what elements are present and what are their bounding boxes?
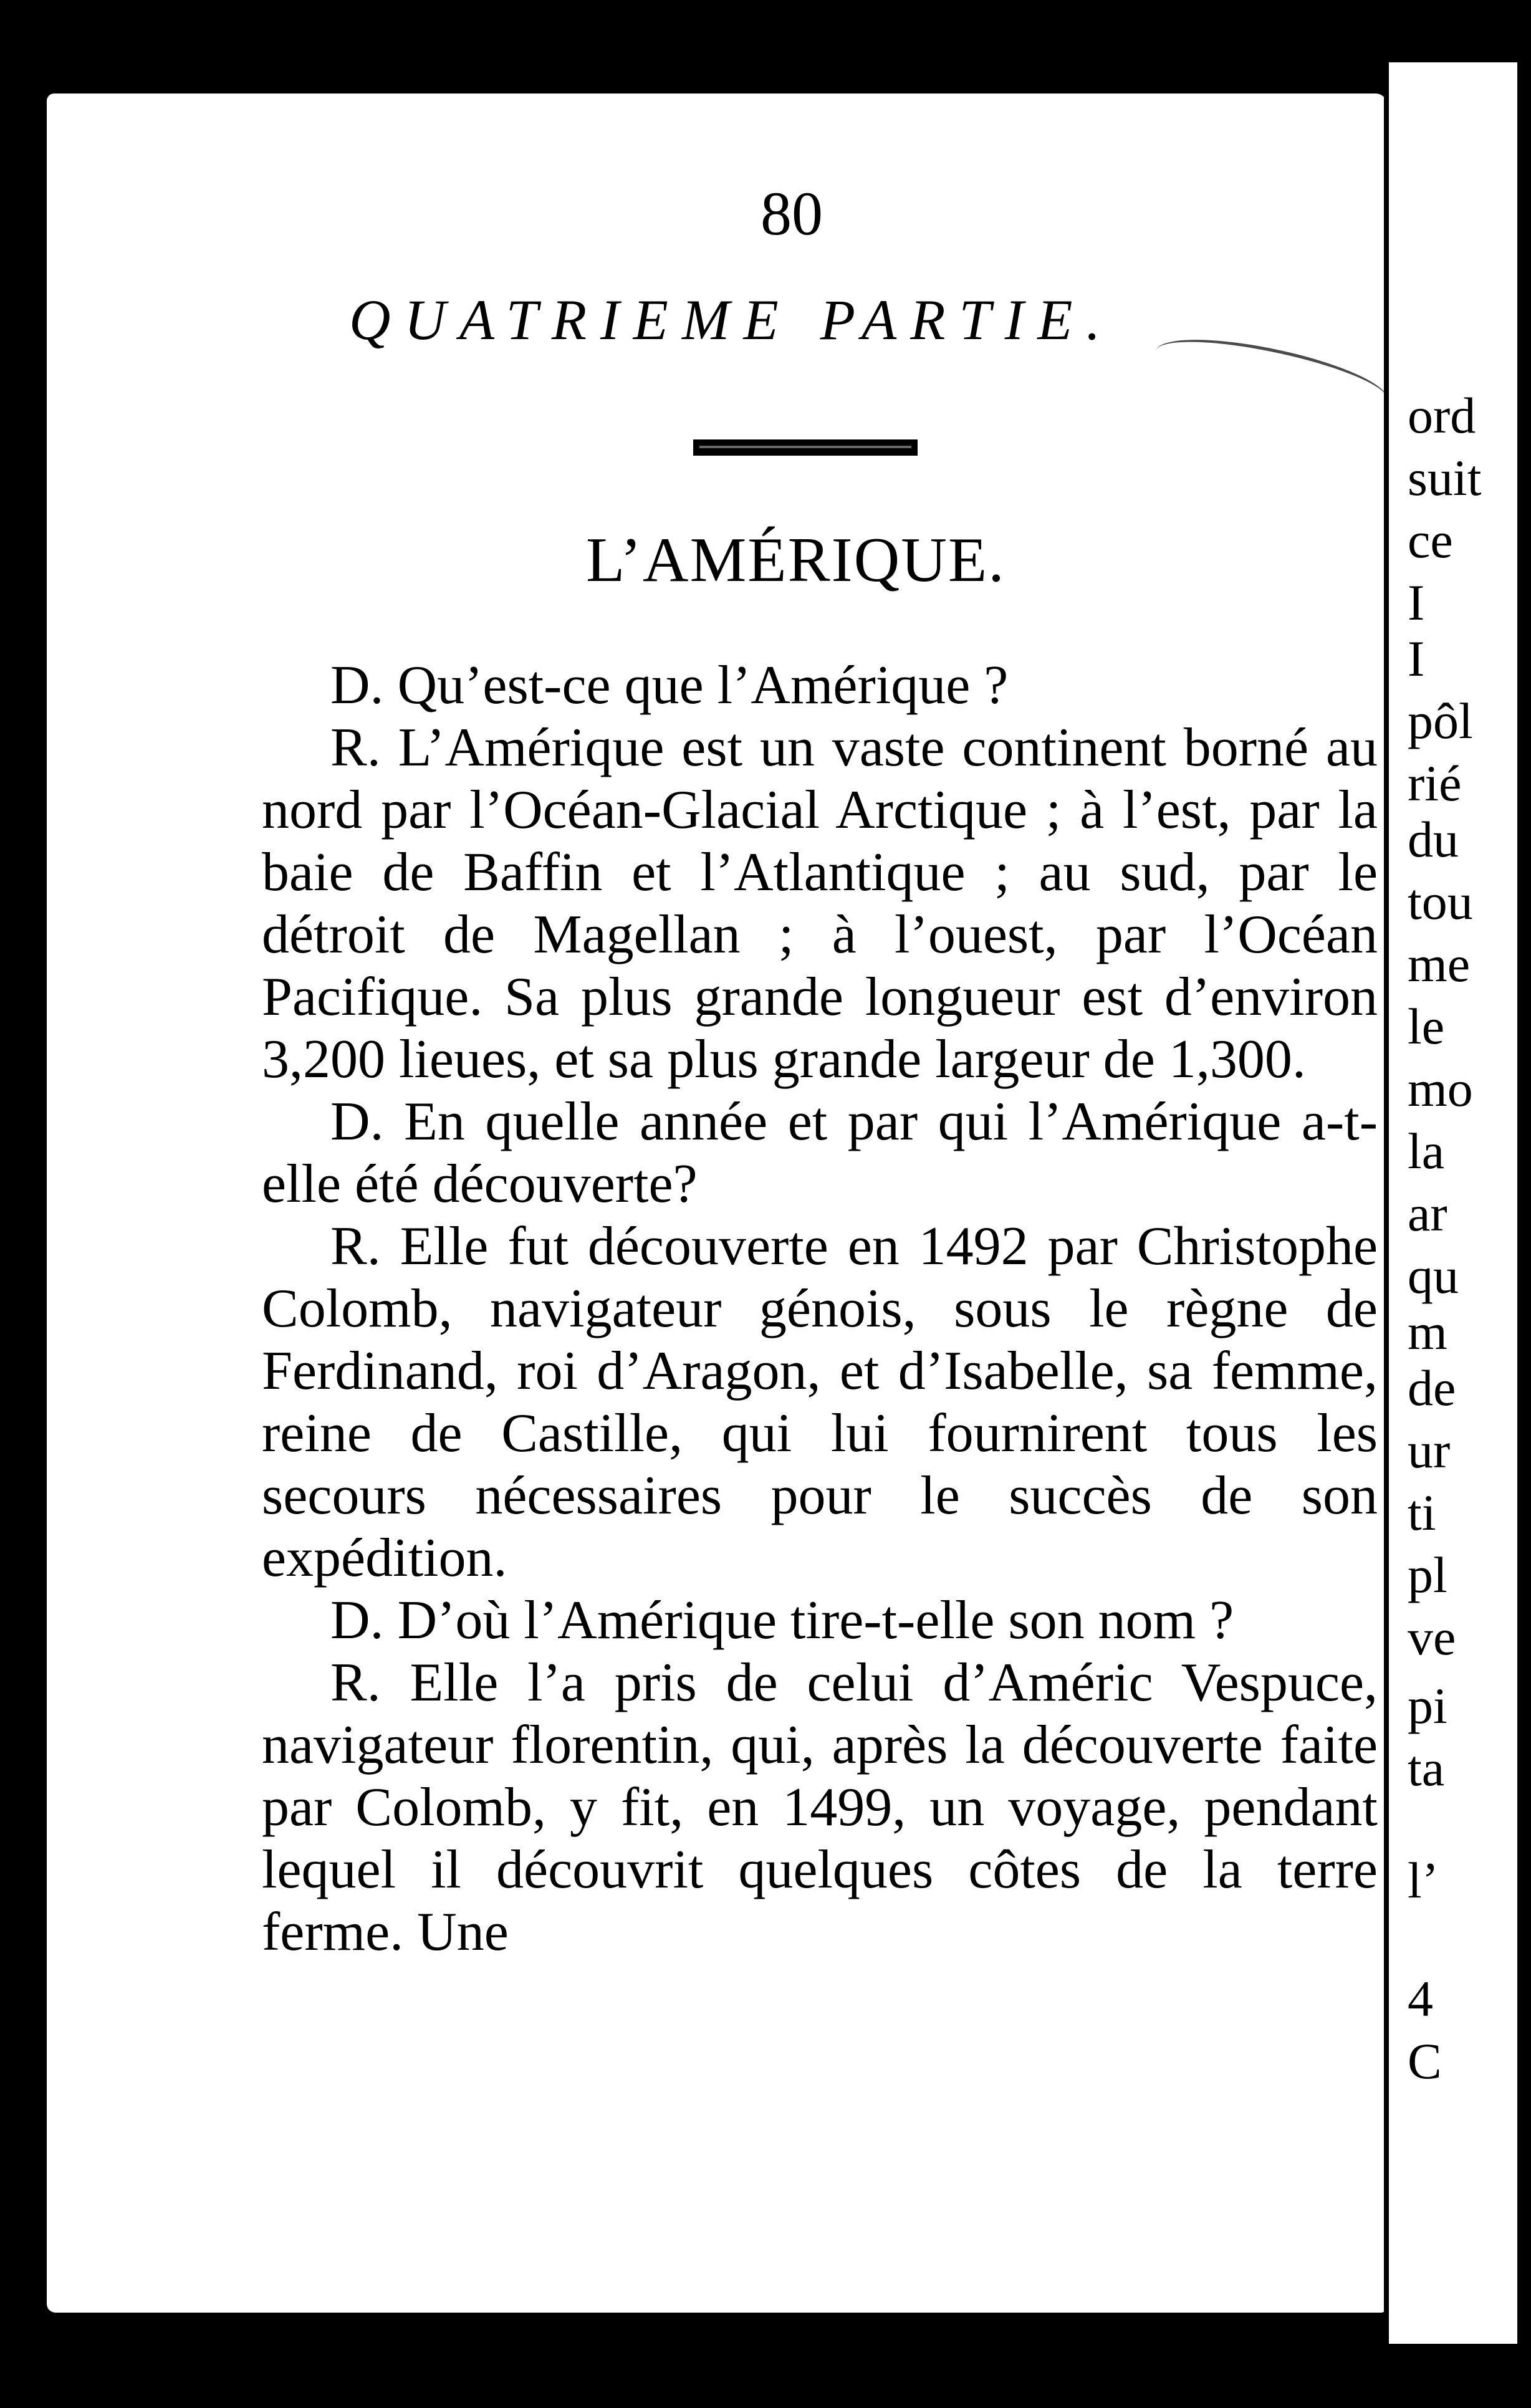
adjacent-page-fragment: ce [1408,512,1453,568]
adjacent-page-fragment: ur [1408,1422,1451,1479]
chapter-title: L’AMÉRIQUE. [586,525,1005,595]
paragraph [262,655,1378,717]
adjacent-page-fragment: mo [1408,1060,1473,1117]
adjacent-page-fragment: ord [1408,387,1476,444]
adjacent-page-fragment: rié [1408,755,1462,812]
adjacent-page-fragment: ve [1408,1609,1456,1666]
paragraph-text: L’Amérique est un vaste continent borné au nord par l’Océan-Glacial Arctique ; à l’est, par la baie de Baffin et l’Atlantique ; au sud, par le détroit de Magellan ; à l’ouest, par l’Océan Pacifique. Sa plus grande longueur est d’environ 3,200 lieues, et sa plus grande largeur de 1,300. [262,717,1378,1090]
paragraph-text: D’où l’Amérique tire-t-elle son nom ? [397,1590,1234,1651]
speaker-label: R. [330,717,381,778]
speaker-label: R. [330,1216,381,1277]
paragraph [262,1091,1378,1216]
page-number: 80 [761,179,823,248]
adjacent-page-fragment: I [1408,574,1425,631]
adjacent-page-fragment: ar [1408,1185,1447,1242]
body-text [262,655,1378,1964]
speaker-label: D. [330,655,384,716]
paragraph-text: En quelle année et par qui l’Amérique a-t-elle été découverte? [262,1091,1378,1214]
adjacent-page-fragment: pôl [1408,693,1473,749]
paragraph [262,1216,1378,1590]
paragraph-text: Qu’est-ce que l’Amérique ? [397,655,1009,716]
speaker-label: D. [330,1590,384,1651]
adjacent-page-fragment: C [1408,2033,1442,2089]
adjacent-page-strip [1384,62,1531,2344]
adjacent-page-fragment: 4 [1408,1970,1433,2027]
scan-edge [1517,62,1531,2344]
adjacent-page-fragment: de [1408,1360,1456,1416]
paragraph [262,717,1378,1091]
adjacent-page-fragment: pl [1408,1547,1447,1603]
adjacent-page-fragment: I [1408,630,1425,687]
speaker-label: R. [330,1653,381,1713]
adjacent-page-fragment: la [1408,1123,1445,1179]
adjacent-page-fragment: tou [1408,873,1473,930]
paragraph-text: Elle fut découverte en 1492 par Christophe Colomb, navigateur génois, sous le règne de Ferdinand, roi d’Aragon, et d’Isabelle, sa femme, reine de Castille, qui lui fournirent tous les secours nécessaires pour le succès de son expédition. [262,1216,1378,1588]
adjacent-page-fragment: du [1408,811,1459,868]
adjacent-page-fragment: le [1408,998,1445,1055]
adjacent-page-fragment: l’ [1408,1852,1439,1909]
adjacent-page-fragment: ta [1408,1740,1445,1796]
paragraph [262,1590,1378,1652]
adjacent-page-fragment: pi [1408,1677,1447,1734]
speaker-label: D. [330,1091,384,1152]
adjacent-page-fragment: m [1408,1303,1447,1360]
adjacent-page-fragment: qu [1408,1247,1459,1304]
paragraph-text: Elle l’a pris de celui d’Améric Vespuce, navigateur florentin, qui, après la découverte faite par Colomb, y fit, en 1499, un voyage, pendant lequel il découvrit quelques côtes de la terre ferme. Une [262,1653,1378,1962]
adjacent-page-fragment: suit [1408,449,1482,506]
adjacent-page-fragment: ti [1408,1484,1436,1541]
adjacent-page-fragment: me [1408,936,1471,992]
part-title: QUATRIEME PARTIE. [349,288,1115,352]
ornamental-rule [693,439,918,456]
paragraph [262,1652,1378,1964]
